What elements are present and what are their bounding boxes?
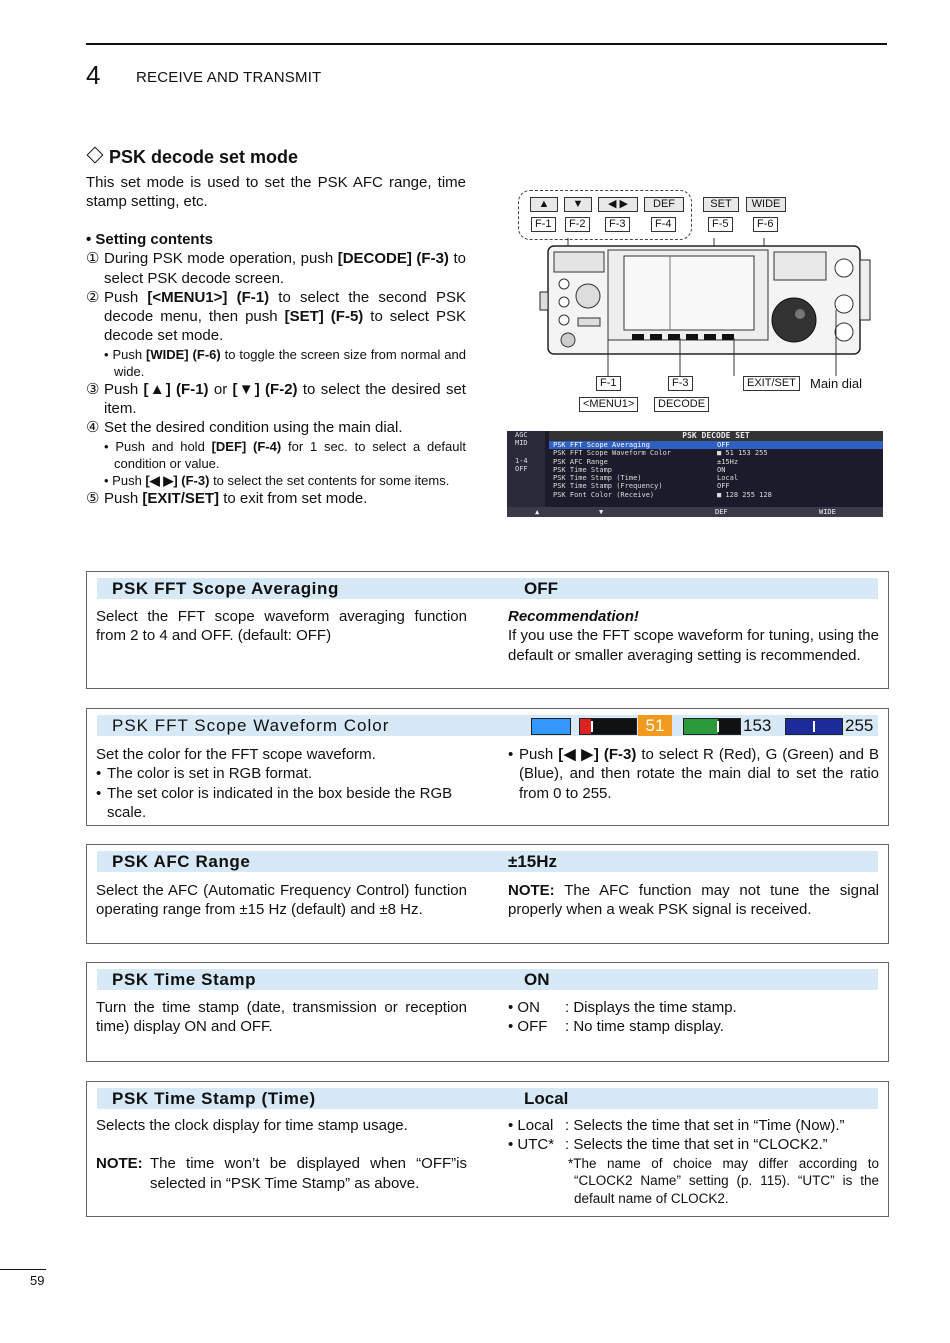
diamond-icon	[87, 147, 104, 164]
red-level	[580, 719, 591, 734]
page-number: 59	[30, 1273, 45, 1288]
setting-header: PSK FFT Scope Averaging OFF	[97, 578, 878, 599]
bottom-f1-label: F-1	[596, 376, 621, 391]
footer-rule	[0, 1269, 46, 1270]
setting-options: • ON : Displays the time stamp. • OFF : No time stamp display.	[508, 999, 737, 1036]
menu1-label: <MENU1>	[579, 397, 638, 412]
lcd-row: PSK Time Stamp ON	[553, 465, 726, 474]
f3-label: F-3	[605, 217, 630, 232]
setting-header: PSK Time Stamp (Time) Local	[97, 1088, 878, 1109]
footnote: *The name of choice may differ according to “CLOCK2 Name” setting (p. 115). “UTC” is the default name of CLOCK2.	[568, 1155, 879, 1206]
setting-description: Turn the time stamp (date, transmission or reception time) display ON and OFF.	[96, 999, 467, 1036]
setting-header: PSK Time Stamp ON	[97, 969, 878, 990]
setting-box-afc-range	[86, 844, 889, 944]
up-key: ▲	[530, 197, 558, 212]
setting-description: Select the AFC (Automatic Frequency Control) function operating range from ±15 Hz (default) and ±8 Hz.	[96, 882, 467, 919]
red-marker	[591, 721, 593, 732]
red-value: 51	[638, 715, 672, 736]
setting-header: PSK FFT Scope Waveform Color 51 153 255	[97, 715, 878, 736]
lcd-row: PSK AFC Range ±15Hz	[553, 457, 739, 466]
blue-value: 255	[845, 716, 874, 735]
setting-box-time-stamp-time	[86, 1081, 889, 1217]
color-swatch	[531, 718, 571, 735]
lcd-screen	[507, 431, 883, 517]
lcd-row: PSK FFT Scope Averaging OFF	[549, 441, 883, 449]
step-4: ④ Set the desired condition using the main dial.	[86, 419, 403, 437]
setting-box-time-stamp	[86, 962, 889, 1062]
down-key: ▼	[564, 197, 592, 212]
steps-list	[86, 230, 466, 508]
lcd-title: PSK DECODE SET	[549, 431, 883, 441]
recommendation: Recommendation! If you use the FFT scope waveform for tuning, using the default or smaller averaging setting is recommended.	[508, 608, 879, 664]
setting-description: Set the color for the FFT scope waveform. • The color is set in RGB format. • The set color is indicated in the box beside the RGB scale.	[96, 745, 467, 822]
chapter-number: 4	[86, 60, 101, 90]
setting-description: Select the FFT scope waveform averaging function from 2 to 4 and OFF. (default: OFF)	[96, 608, 467, 645]
decode-label: DECODE	[654, 397, 709, 412]
chapter-title: RECEIVE AND TRANSMIT	[136, 69, 322, 86]
lcd-row: PSK Time Stamp (Frequency) OFF	[553, 482, 730, 491]
setting-description: Selects the clock display for time stamp usage. NOTE: The time won’t be displayed when “OFF”is selected in “PSK Time Stamp” as above.	[96, 1117, 467, 1192]
lcd-row: PSK Time Stamp (Time) Local	[553, 474, 739, 483]
step-4-sub-2: • Push [◀ ▶] (F-3) to select the set contents for some items.	[104, 472, 450, 488]
f4-label: F-4	[651, 217, 676, 232]
lcd-menu	[549, 431, 883, 507]
step-5: ⑤ Push [EXIT/SET] to exit from set mode.	[86, 489, 368, 507]
def-key: DEF	[644, 197, 684, 212]
setting-options: • Local : Selects the time that set in “Time (Now).” • UTC* : Selects the time that set in “CLOCK2.” *The name of choice may differ according to “CLOCK2 Name” setting (p. 115). “UTC” is the default name of CLOCK2.	[508, 1117, 879, 1206]
f6-label: F-6	[753, 217, 778, 232]
green-level	[684, 719, 718, 734]
step-1: ① During PSK mode operation, push [DECODE] (F-3) to select PSK decode screen.	[86, 250, 466, 287]
setting-box-waveform-color	[86, 708, 889, 826]
section-title: PSK decode set mode	[86, 147, 298, 168]
exit-set-label: EXIT/SET	[743, 376, 800, 391]
green-scale	[683, 718, 741, 735]
lcd-function-bar: ▲ ▼ DEF WIDE	[507, 507, 883, 517]
setting-header: PSK AFC Range ±15Hz	[97, 851, 878, 872]
bottom-f3-label: F-3	[668, 376, 693, 391]
f1-label: F-1	[531, 217, 556, 232]
lcd-side-panel: AGC MID 1-4 OFF	[507, 431, 545, 507]
setting-note: NOTE: The AFC function may not tune the signal properly when a weak PSK signal is received.	[508, 882, 879, 919]
step-3: ③ Push [▲] (F-1) or [▼] (F-2) to select the desired set item.	[86, 380, 466, 418]
green-marker	[717, 721, 719, 732]
lcd-row: PSK FFT Scope Waveform Color ■ 51 153 255	[553, 449, 768, 458]
wide-key: WIDE	[746, 197, 786, 212]
f2-label: F-2	[565, 217, 590, 232]
step-4-sub-1: • Push and hold [DEF] (F-4) for 1 sec. to select a default condition or value.	[104, 438, 466, 471]
section-intro: This set mode is used to set the PSK AFC range, time stamp setting, etc.	[86, 174, 466, 211]
left-right-key: ◀ ▶	[598, 197, 638, 212]
red-scale	[579, 718, 637, 735]
f5-label: F-5	[708, 217, 733, 232]
setting-note: • Push [◀ ▶] (F-3) to select R (Red), G (Green) and B (Blue), and then rotate the main dial to set the ratio from 0 to 255.	[508, 745, 879, 803]
step-2-sub: • Push [WIDE] (F-6) to toggle the screen size from normal and wide.	[104, 346, 466, 379]
lcd-row: PSK Font Color (Receive) ■ 128 255 128	[553, 490, 772, 499]
green-value: 153	[743, 716, 772, 735]
setting-contents-label: • Setting contents	[86, 231, 213, 248]
setting-box-averaging	[86, 571, 889, 689]
set-key: SET	[703, 197, 739, 212]
blue-scale	[785, 718, 843, 735]
blue-marker	[813, 721, 815, 732]
header-rule	[86, 43, 887, 45]
main-dial-label: Main dial	[810, 376, 863, 391]
step-2: ② Push [<MENU1>] (F-1) to select the second PSK decode menu, then push [SET] (F-5) to select PSK decode set mode.	[86, 288, 466, 345]
